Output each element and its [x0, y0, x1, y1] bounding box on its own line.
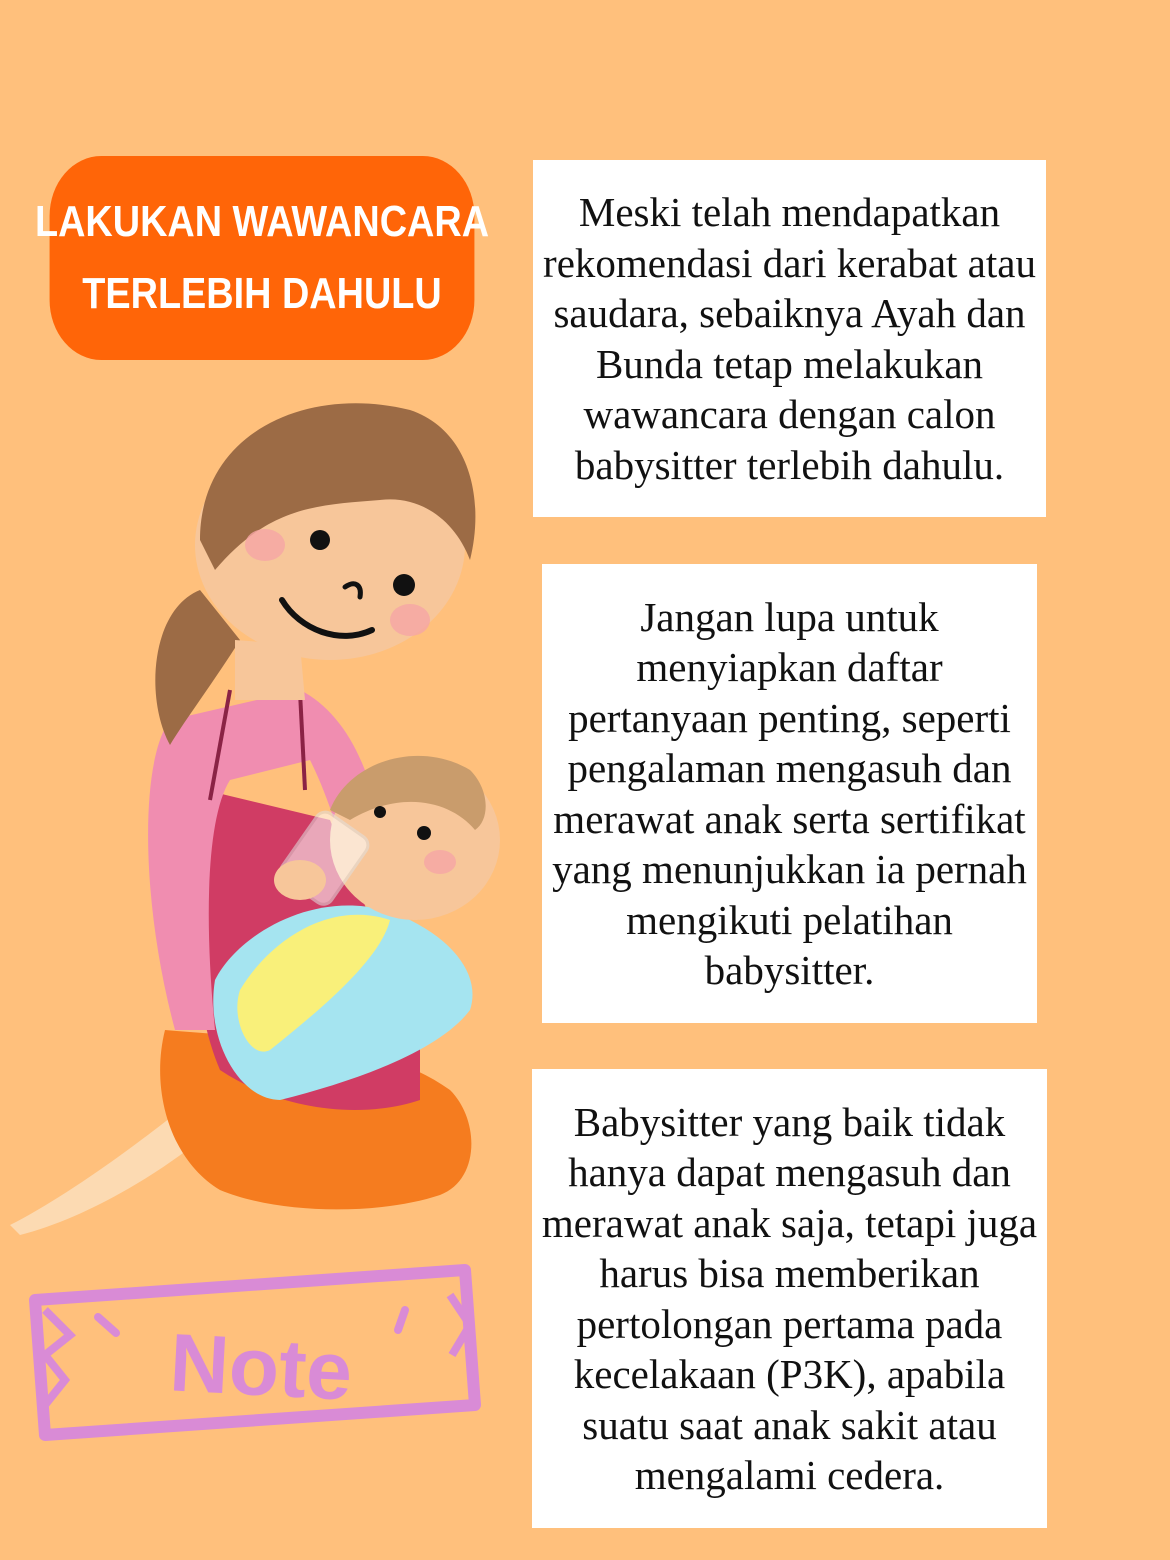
note-text-1: Meski telah mendapatkan rekomendasi dari kerabat atau saudara, sebaiknya Ayah dan Bunda tetap melakukan wawancara dengan calon babysitter terlebih dahulu. — [543, 189, 1036, 488]
title-banner — [34, 156, 490, 360]
mother-feeding-baby-illustration — [0, 370, 520, 1250]
note-box-questions — [542, 564, 1037, 1023]
note-tag-label: Note — [167, 1317, 355, 1418]
note-text-2: Jangan lupa untuk menyiapkan daftar pertanyaan penting, seperti pengalaman mengasuh dan merawat anak serta sertifikat yang menunjukkan ia pernah mengikuti pelatihan babysitter. — [552, 593, 1027, 993]
note-box-first-aid — [532, 1069, 1047, 1528]
title-line-2: TERLEBIH DAHULU — [82, 269, 442, 318]
note-box-interview — [533, 160, 1046, 517]
title-line-1: LAKUKAN WAWANCARA — [34, 197, 490, 246]
note-tag-sticker — [20, 1255, 490, 1455]
note-text-3: Babysitter yang baik tidak hanya dapat mengasuh dan merawat anak saja, tetapi juga harus bisa memberikan pertolongan pertama pada kecelakaan (P3K), apabila suatu saat anak sakit atau mengalami cedera. — [541, 1098, 1038, 1498]
